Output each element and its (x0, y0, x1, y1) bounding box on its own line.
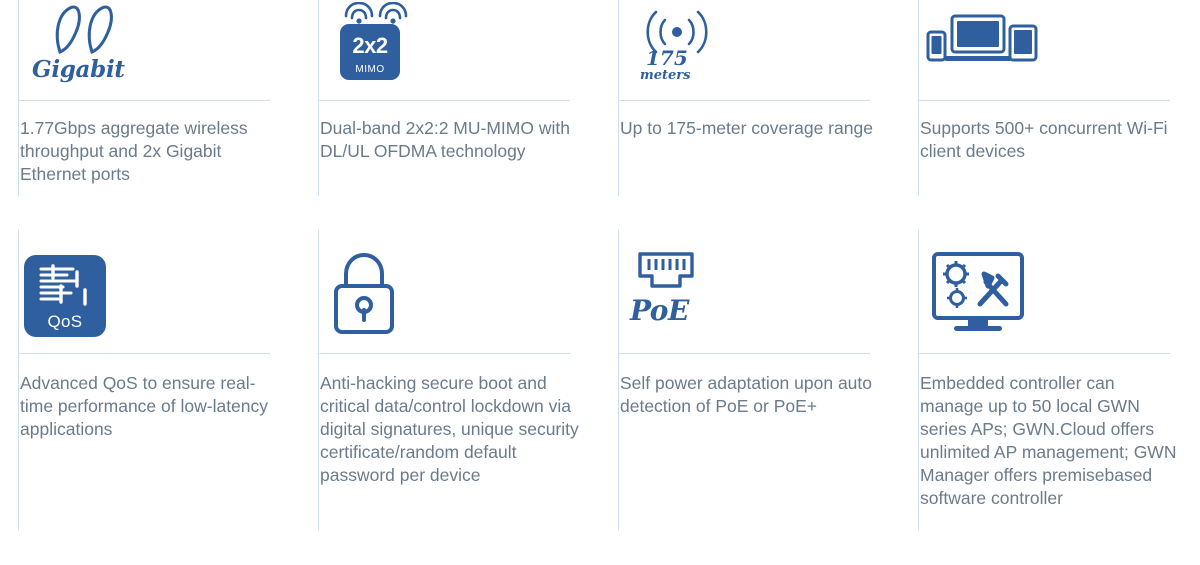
feature-description: Advanced QoS to ensure real-time performance of low-latency applications (20, 373, 269, 440)
divider-vertical (318, 230, 319, 530)
divider-vertical (618, 230, 619, 530)
qos-icon-label: QoS (47, 311, 83, 331)
feature-description: Self power adaptation upon auto detection of PoE or PoE+ (620, 373, 872, 417)
divider-vertical (18, 230, 19, 530)
feature-card-mimo (300, 0, 600, 230)
feature-card-coverage (600, 0, 900, 230)
divider-vertical (918, 230, 919, 530)
coverage-range-icon (618, 0, 886, 100)
2x2-mimo-icon (318, 0, 586, 100)
divider-vertical (918, 0, 919, 196)
lock-icon (318, 230, 586, 353)
feature-card-controller (900, 230, 1200, 565)
coverage-icon-sublabel: meters (640, 68, 691, 83)
divider-vertical (18, 0, 19, 196)
poe-icon (618, 230, 886, 353)
feature-card-security (300, 230, 600, 565)
feature-description: Embedded controller can manage up to 50 local GWN series APs; GWN.Cloud offers unlimited AP management; GWN Manager offers premisebased software controller (920, 373, 1177, 509)
divider-vertical (318, 0, 319, 196)
feature-description: Anti-hacking secure boot and critical data/control lockdown via digital signatures, unique security certificate/random default password per device (320, 373, 579, 486)
feature-description: Supports 500+ concurrent Wi-Fi client devices (920, 118, 1168, 162)
feature-description: Dual-band 2x2:2 MU-MIMO with DL/UL OFDMA technology (320, 118, 570, 162)
qos-icon (18, 230, 286, 353)
gigabit-icon-label: Gigabit (32, 56, 125, 83)
gigabit-icon (18, 0, 286, 100)
feature-card-poe (600, 230, 900, 565)
embedded-controller-icon (918, 230, 1186, 353)
divider-vertical (618, 0, 619, 196)
feature-card-clients (900, 0, 1200, 230)
feature-card-qos (0, 230, 300, 565)
coverage-icon-label: 175 (646, 46, 688, 70)
feature-description: 1.77Gbps aggregate wireless throughput and 2x Gigabit Ethernet ports (20, 118, 248, 185)
client-devices-icon (918, 0, 1186, 100)
mimo-icon-sublabel: MIMO (355, 64, 385, 75)
poe-icon-label: PoE (630, 293, 689, 327)
mimo-icon-label: 2x2 (352, 33, 388, 58)
feature-description: Up to 175-meter coverage range (620, 118, 873, 138)
feature-card-gigabit (0, 0, 300, 230)
